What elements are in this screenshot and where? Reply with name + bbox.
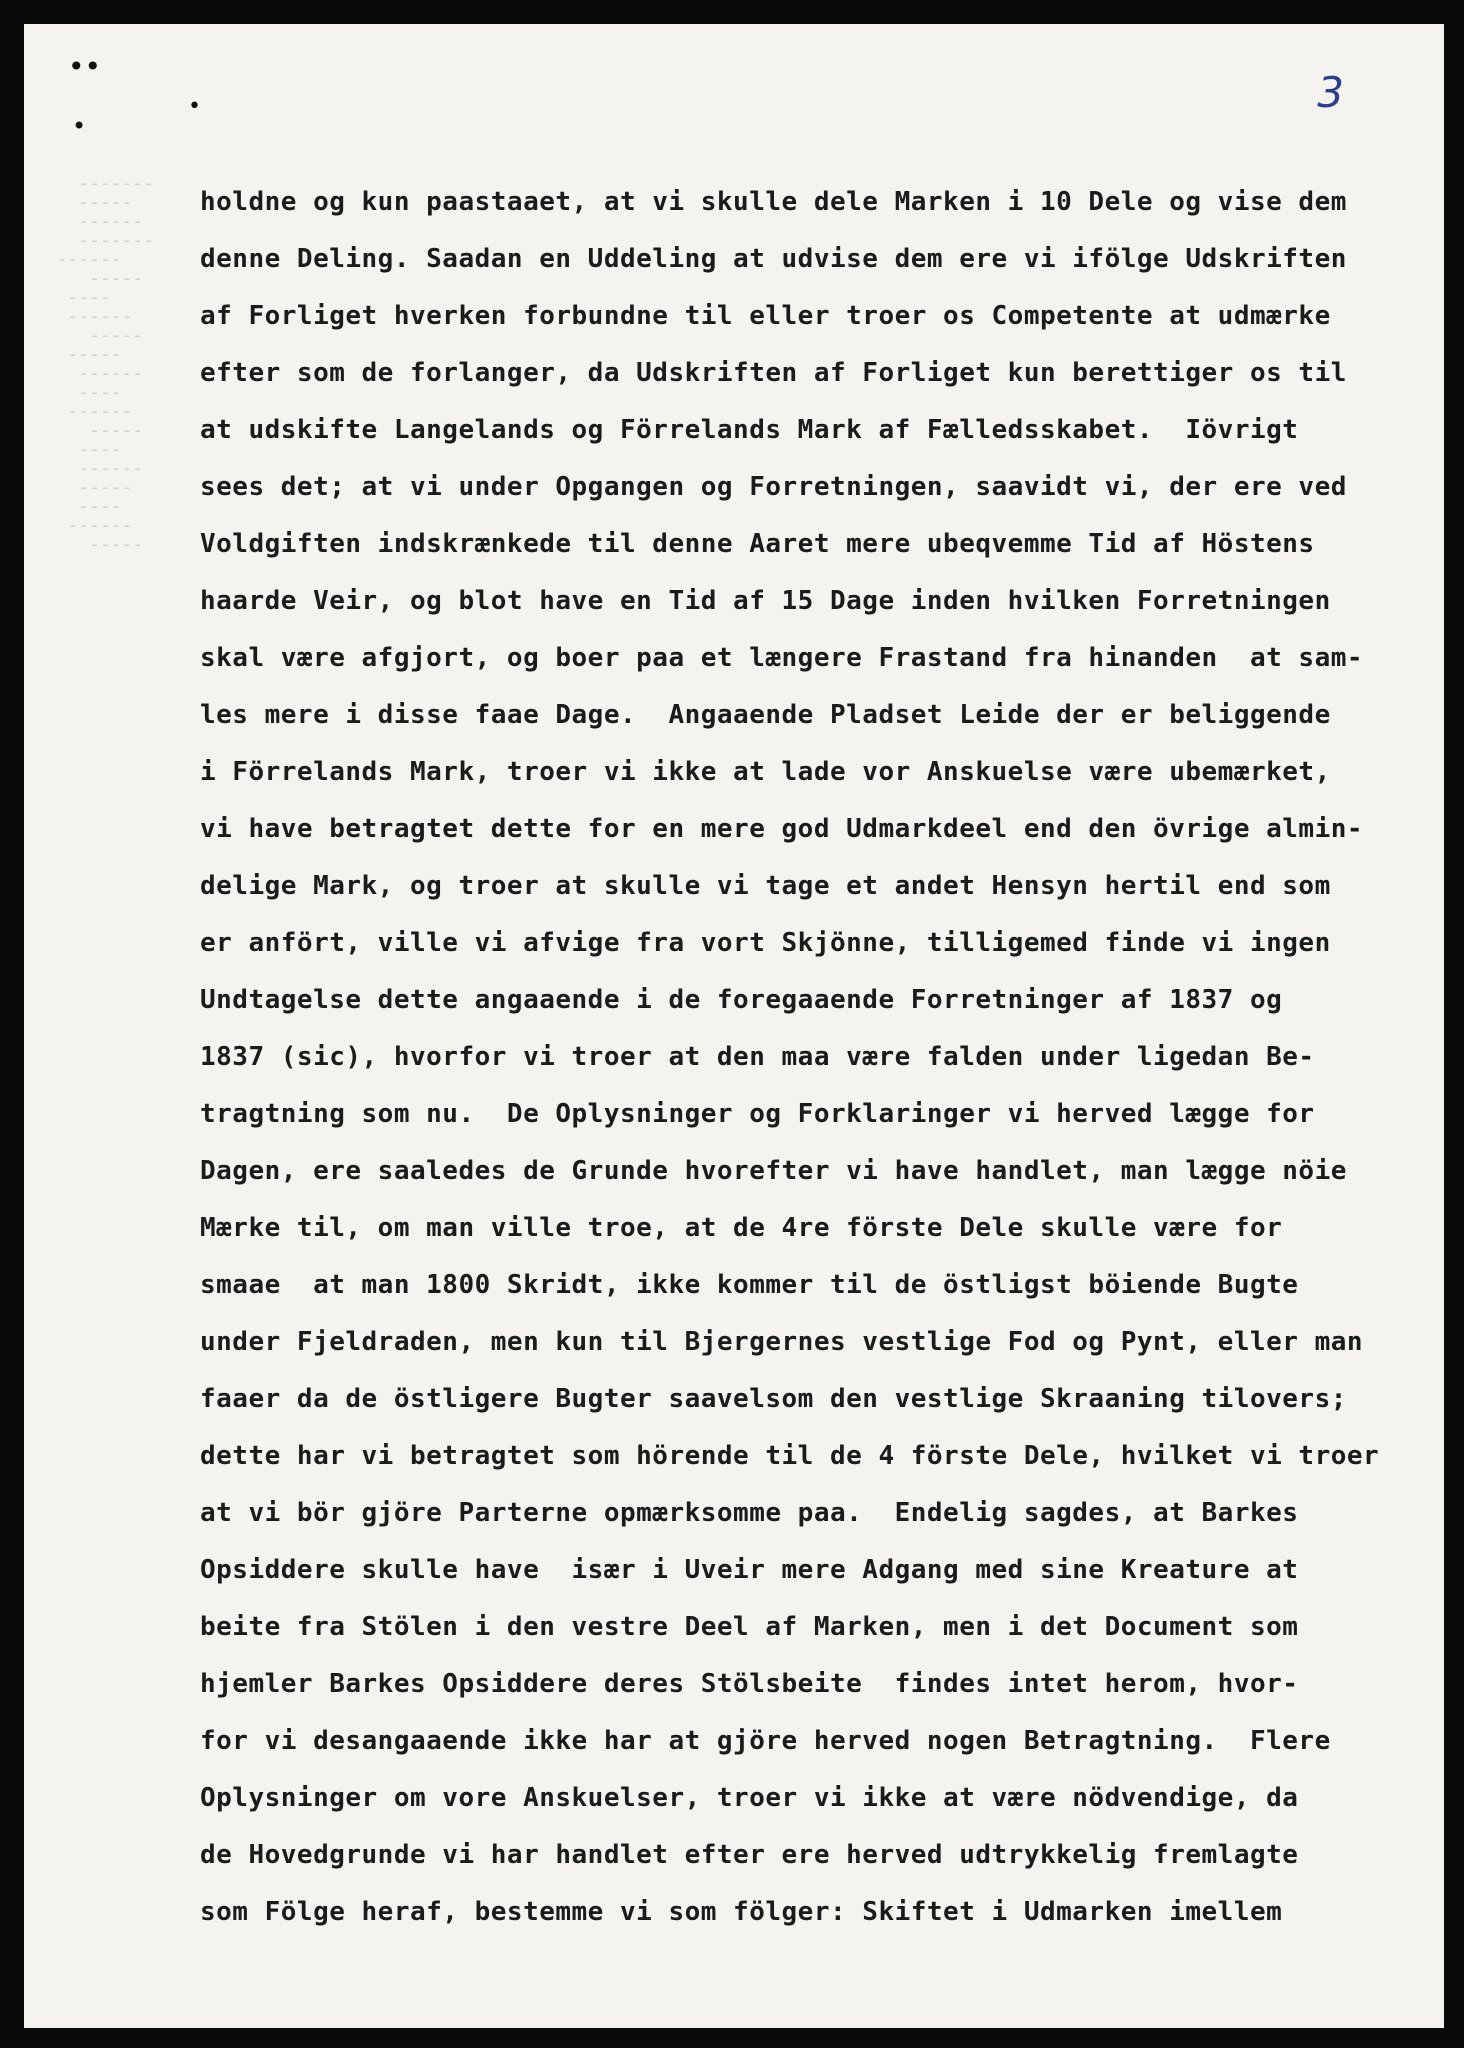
text-line: som Fölge heraf, bestemme vi som fölger: Skiftet i Udmarken imellem bbox=[200, 1897, 1283, 1927]
text-line: under Fjeldraden, men kun til Bjergernes vestlige Fod og Pynt, eller man bbox=[200, 1327, 1364, 1357]
text-line: vi have betragtet dette for en mere god Udmarkdeel end den övrige almin- bbox=[200, 814, 1364, 844]
text-line: af Forliget hverken forbundne til eller troer os Competente at udmærke bbox=[200, 301, 1331, 331]
corner-mark: • bbox=[72, 112, 87, 140]
text-line: 1837 (sic), hvorfor vi troer at den maa være falden under ligedan Be- bbox=[200, 1042, 1315, 1072]
text-line: holdne og kun paastaaet, at vi skulle dele Marken i 10 Dele og vise dem bbox=[200, 187, 1347, 217]
text-line: Voldgiften indskrænkede til denne Aaret mere ubeqvemme Tid af Höstens bbox=[200, 529, 1315, 559]
text-line: er anfört, ville vi afvige fra vort Skjönne, tilligemed finde vi ingen bbox=[200, 928, 1331, 958]
text-line: delige Mark, og troer at skulle vi tage et andet Hensyn hertil end som bbox=[200, 871, 1331, 901]
text-line: tragtning som nu. De Oplysninger og Forklaringer vi herved lægge for bbox=[200, 1099, 1315, 1129]
text-line: efter som de forlanger, da Udskriften af Forliget kun berettiger os til bbox=[200, 358, 1347, 388]
text-line: Opsiddere skulle have især i Uveir mere Adgang med sine Kreature at bbox=[200, 1555, 1299, 1585]
bleed-through-texture: ------- ----- ------ ------- ------ ----- ---- ------ ----- ----- ------ ---- ------ ----- ---- ------ ----- ---- ------ ----- bbox=[56, 173, 154, 555]
text-line: Undtagelse dette angaaende i de foregaaende Forretninger af 1837 og bbox=[200, 985, 1283, 1015]
text-line: de Hovedgrunde vi har handlet efter ere herved udtrykkelig fremlagte bbox=[200, 1840, 1299, 1870]
text-line: les mere i disse faae Dage. Angaaende Pladset Leide der er beliggende bbox=[200, 700, 1331, 730]
page-number: 3 bbox=[1317, 68, 1344, 117]
corner-mark: • bbox=[188, 94, 201, 119]
text-line: hjemler Barkes Opsiddere deres Stölsbeite findes intet herom, hvor- bbox=[200, 1669, 1299, 1699]
text-line: Dagen, ere saaledes de Grunde hvorefter vi have handlet, man lægge nöie bbox=[200, 1156, 1347, 1186]
text-line: denne Deling. Saadan en Uddeling at udvise dem ere vi ifölge Udskriften bbox=[200, 244, 1347, 274]
text-line: faaer da de östligere Bugter saavelsom den vestlige Skraaning tilovers; bbox=[200, 1384, 1347, 1414]
text-line: for vi desangaaende ikke har at gjöre herved nogen Betragtning. Flere bbox=[200, 1726, 1331, 1756]
text-line: i Förrelands Mark, troer vi ikke at lade vor Anskuelse være ubemærket, bbox=[200, 757, 1331, 787]
text-line: at udskifte Langelands og Förrelands Mark af Fælledsskabet. Iövrigt bbox=[200, 415, 1299, 445]
text-line: beite fra Stölen i den vestre Deel af Marken, men i det Document som bbox=[200, 1612, 1299, 1642]
text-line: dette har vi betragtet som hörende til de 4 förste Dele, hvilket vi troer bbox=[200, 1441, 1380, 1471]
document-page bbox=[24, 24, 1444, 2028]
corner-mark: •• bbox=[68, 50, 102, 83]
text-line: smaae at man 1800 Skridt, ikke kommer til de östligst böiende Bugte bbox=[200, 1270, 1299, 1300]
text-line: Oplysninger om vore Anskuelser, troer vi ikke at være nödvendige, da bbox=[200, 1783, 1299, 1813]
text-line: skal være afgjort, og boer paa et længere Frastand fra hinanden at sam- bbox=[200, 643, 1364, 673]
text-line: Mærke til, om man ville troe, at de 4re förste Dele skulle være for bbox=[200, 1213, 1283, 1243]
text-line: haarde Veir, og blot have en Tid af 15 Dage inden hvilken Forretningen bbox=[200, 586, 1331, 616]
typed-body-text bbox=[200, 174, 1444, 1941]
text-line: sees det; at vi under Opgangen og Forretningen, saavidt vi, der ere ved bbox=[200, 472, 1347, 502]
text-line: at vi bör gjöre Parterne opmærksomme paa. Endelig sagdes, at Barkes bbox=[200, 1498, 1299, 1528]
